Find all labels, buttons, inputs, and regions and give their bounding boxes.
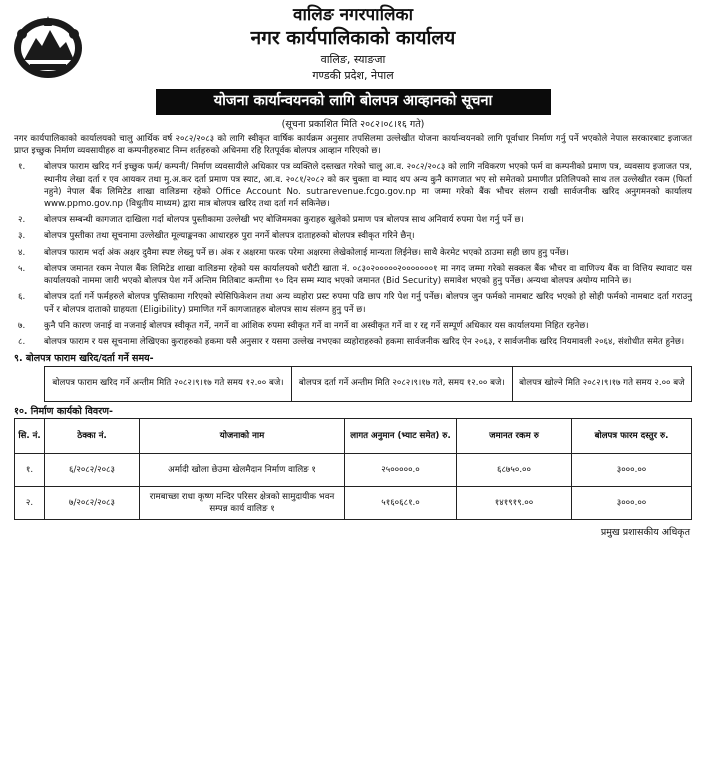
term-number: २. bbox=[18, 215, 26, 226]
table-cell: अर्मादी खोला छेउमा खेलमैदान निर्माण वालिङ १ bbox=[140, 454, 345, 487]
table-cell: ३०००.०० bbox=[572, 487, 692, 520]
notice-page bbox=[0, 4, 706, 759]
column-header: ठेक्का नं. bbox=[45, 419, 140, 454]
term-number: ८. bbox=[18, 336, 26, 347]
purchase-deadline-cell: बोलपत्र फाराम खरिद गर्ने अन्तीम मिति २०८२।९।१७ गते समय १२.०० बजे। bbox=[45, 366, 292, 401]
term-text: बोलपत्र फाराम र यस सूचनामा लेखिएका कुराहरुको हकमा यसै अनुसार र यसमा उल्लेख नभएका व्यहोराहरुको हकमा सार्वजनीक खरिद ऐन २०६३, र सार्वजनीक खरिद नियमावली २०६४, संशोधीत समेत हुनेछ। bbox=[44, 336, 685, 347]
table-cell: ६/२०८२/२०८३ bbox=[45, 454, 140, 487]
table-cell: ५१६०६८१.० bbox=[345, 487, 457, 520]
table-row bbox=[45, 366, 692, 401]
term-item bbox=[14, 230, 692, 242]
published-date: (सूचना प्रकाशित मिति २०८२।०८।१६ गते) bbox=[281, 118, 425, 130]
term-number: १. bbox=[18, 162, 26, 173]
table-cell: ३०००.०० bbox=[572, 454, 692, 487]
signatory-title: प्रमुख प्रशासकीय अधिकृत bbox=[600, 527, 690, 539]
column-header: योजनाको नाम bbox=[140, 419, 345, 454]
term-item bbox=[14, 247, 692, 259]
column-header: जमानत रकम रु bbox=[457, 419, 572, 454]
office-name: नगर कार्यपालिकाको कार्यालय bbox=[250, 27, 456, 50]
table-cell: १४१९१९.०० bbox=[457, 487, 572, 520]
table-cell: ६८७५०.०० bbox=[457, 454, 572, 487]
term-text: बोलपत्र सम्बन्धी कागजात दाखिला गर्दा बोलपत्र पुस्तीकामा उल्लेखी भए बोजिममका कुराहरु खुलेको प्रमाण पत्र बोलपत्र साथ अनिवार्य रुपमा पेश गर्नु पर्ने छ। bbox=[44, 215, 524, 226]
term-text: बोलपत्र जमानत रकम नेपाल बैंक लिमिटेड शाखा वालिङमा रहेको यस कार्यालयको धरौटी खाता नं. ०८३०२०००००२०००००००१ मा नगद जम्मा गरेको सक्कल बैंक भौचर वा वाणिज्य बैंक वा वित्तिय स्थावाट यस कार्यालयको नाममा जारी भएको बोलपत्र पेश गर्ने अन्तिम मितिबाट कम्तीमा ९० दिन सम्म म्याद भएको जमानत (Bid Security) समावेश भएको हुनु पर्नेछ। अन्यथा बोलपत्र अयोग्य मानिने छ। bbox=[44, 263, 692, 287]
notice-title: योजना कार्यान्वयनको लागि बोलपत्र आव्हानको सूचना bbox=[156, 89, 551, 115]
column-header: सि. नं. bbox=[15, 419, 45, 454]
table-row bbox=[15, 487, 692, 520]
table-header-row bbox=[15, 419, 692, 454]
table-cell: २. bbox=[15, 487, 45, 520]
term-text: बोलपत्र दर्ता गर्ने फर्महरुले बोलपत्र पुस्तिकामा गरिएको स्पेसिफिकेशन तथा अन्य व्यहोरा प्रस्ट रुपमा पढि छाप गरि पेश गर्नु पर्नेछ। बोलपत्र जुन फर्मको नामबाट खरिद भएको हो सोही फर्मको नामबाट दर्ता गराउनु पर्ने र बोलपत्र दाताको ग्राहयता (Eligibility) प्रमाणित गर्ने कागजातहरु बोलपत्र साथ संलग्न हुनु पर्ने छ। bbox=[44, 292, 692, 315]
table-cell: ७/२०८२/२०८३ bbox=[45, 487, 140, 520]
schedule-table bbox=[44, 366, 692, 402]
column-header: बोलपत्र फारम दस्तुर रु. bbox=[572, 419, 692, 454]
term-number: ६. bbox=[18, 292, 26, 303]
term-item bbox=[14, 214, 692, 226]
municipality-name: वालिङ नगरपालिका bbox=[293, 5, 413, 25]
term-number: ७. bbox=[18, 320, 26, 331]
term-number: ३. bbox=[18, 231, 26, 242]
term-item bbox=[14, 336, 692, 348]
table-row bbox=[15, 454, 692, 487]
province-name: गण्डकी प्रदेश, नेपाल bbox=[312, 69, 394, 83]
term-item bbox=[14, 320, 692, 332]
submission-deadline-cell: बोलपत्र दर्ता गर्ने अन्तीम मिति २०८२।९।१७ गते, समय १२.०० बजे। bbox=[291, 366, 512, 401]
section-10-title: १०. निर्माण कार्यको विवरण- bbox=[14, 405, 113, 417]
office-location: वालिङ, स्याङजा bbox=[320, 52, 386, 66]
column-header: लागत अनुमान (भ्याट समेत) रु. bbox=[345, 419, 457, 454]
term-text: बोलपत्र फाराम भर्दा अंक अक्षर दुवैमा स्पष्ट लेख्नु पर्ने छ। अंक र अक्षरमा फरक परेमा अक्षरमा लेखेकोलाई मान्यता लिईनेछ। साथै केरमेट भएको ठाउमा सही छाप हुनु पर्नेछ। bbox=[44, 247, 569, 258]
term-item bbox=[14, 263, 692, 287]
term-number: ४. bbox=[18, 247, 26, 258]
nepal-emblem-icon bbox=[8, 8, 88, 82]
term-item bbox=[14, 291, 692, 315]
opening-date-cell: बोलपत्र खोल्ने मिति २०८२।९।१७ गते समय २.०० बजे bbox=[512, 366, 691, 401]
term-text: बोलपत्र फाराम खरिद गर्न इच्छुक फर्म/ कम्पनी/ निर्माण व्यवसायीले अधिकार पत्र व्यक्तिले दस्तखत गरेको चालु आ.व. २०८२/२०८३ को लागि नविकरण भएको फर्म वा कम्पनीको प्रमाण पत्र, व्यवसाय इजाजत पत्र, स्थानीय लेखा दर्ता र एव आयकर तथा मु.अ.कर दर्ता प्रमाण पत्र स्याट, आ.व. २०८१/२०८२ को कर चुक्ता वा म्याद थप अन्य कुनै कागजात भए सो समेतको प्रमाणीत प्रतिलिपको साथ तल उल्लेखीत रकम (फिर्ता नहुने) नेपाल बैंक लिमिटेड शाखा वालिङमा रहेको Office Account No. sutrarevenue.fcgo.gov.np मा जम्मा गरेको बैंक भौचर संलग्न राखी सार्वजनीक खरिद अनुगमनको कार्यालय www.ppmo.gov.np (विधुतीय माध्यम) द्वारा मात्र बोलपत्र खरिद तथा दर्ता गर्न सकिनेछ। bbox=[44, 162, 692, 210]
term-number: ५. bbox=[18, 263, 26, 274]
letterhead bbox=[14, 4, 692, 85]
table-cell: रामबाच्छा राधा कृष्ण मन्दिर परिसर क्षेत्रको सामुदायीक भवन सम्पन्न कार्य वालिङ १ bbox=[140, 487, 345, 520]
works-table bbox=[14, 418, 692, 520]
term-text: बोलपत्र पुस्तीका तथा सूचनामा उल्लेखीत मूल्याङ्कनका आधारहरु पुरा नगर्ने बोलपत्र दाताहरुको बोलपत्र स्वीकृत गरिने छैन्। bbox=[44, 231, 415, 242]
terms-list bbox=[14, 161, 692, 348]
table-cell: १. bbox=[15, 454, 45, 487]
intro-paragraph: नगर कार्यपालिकाको कार्यालयको चालु आर्थिक वर्ष २०८२/२०८३ को लागि स्वीकृत वार्षिक कार्यक्रम अनुसार तपसिलमा उल्लेखीत योजना कार्यान्वयनको लागि पूर्वाधार निर्माण गर्नु पर्ने भएकोले नेपाल सरकारबाट इजाजत प्राप्त इच्छुक निर्माण व्यवसायीहरु वा कम्पनीहरुबाट निम्न शर्तहरुको अधिनमा रहि रितपूर्वक बोलपत्र आव्हान गरिएको छ। bbox=[14, 134, 692, 157]
term-item bbox=[14, 161, 692, 210]
term-text: कुनै पनि कारण जनाई वा नजनाई बोलपत्र स्वीकृत गर्ने, नगर्ने वा आंशिक रुपमा स्वीकृत गर्ने वा नगर्ने वा अस्वीकृत गर्ने वा र रद्द गर्ने सम्पूर्ण अधिकार यस कार्यालयमा निहित रहनेछ। bbox=[44, 320, 589, 331]
section-9-title: ९. बोलपत्र फाराम खरिद/दर्ता गर्ने समय- bbox=[14, 353, 154, 365]
table-cell: २५०००००.० bbox=[345, 454, 457, 487]
